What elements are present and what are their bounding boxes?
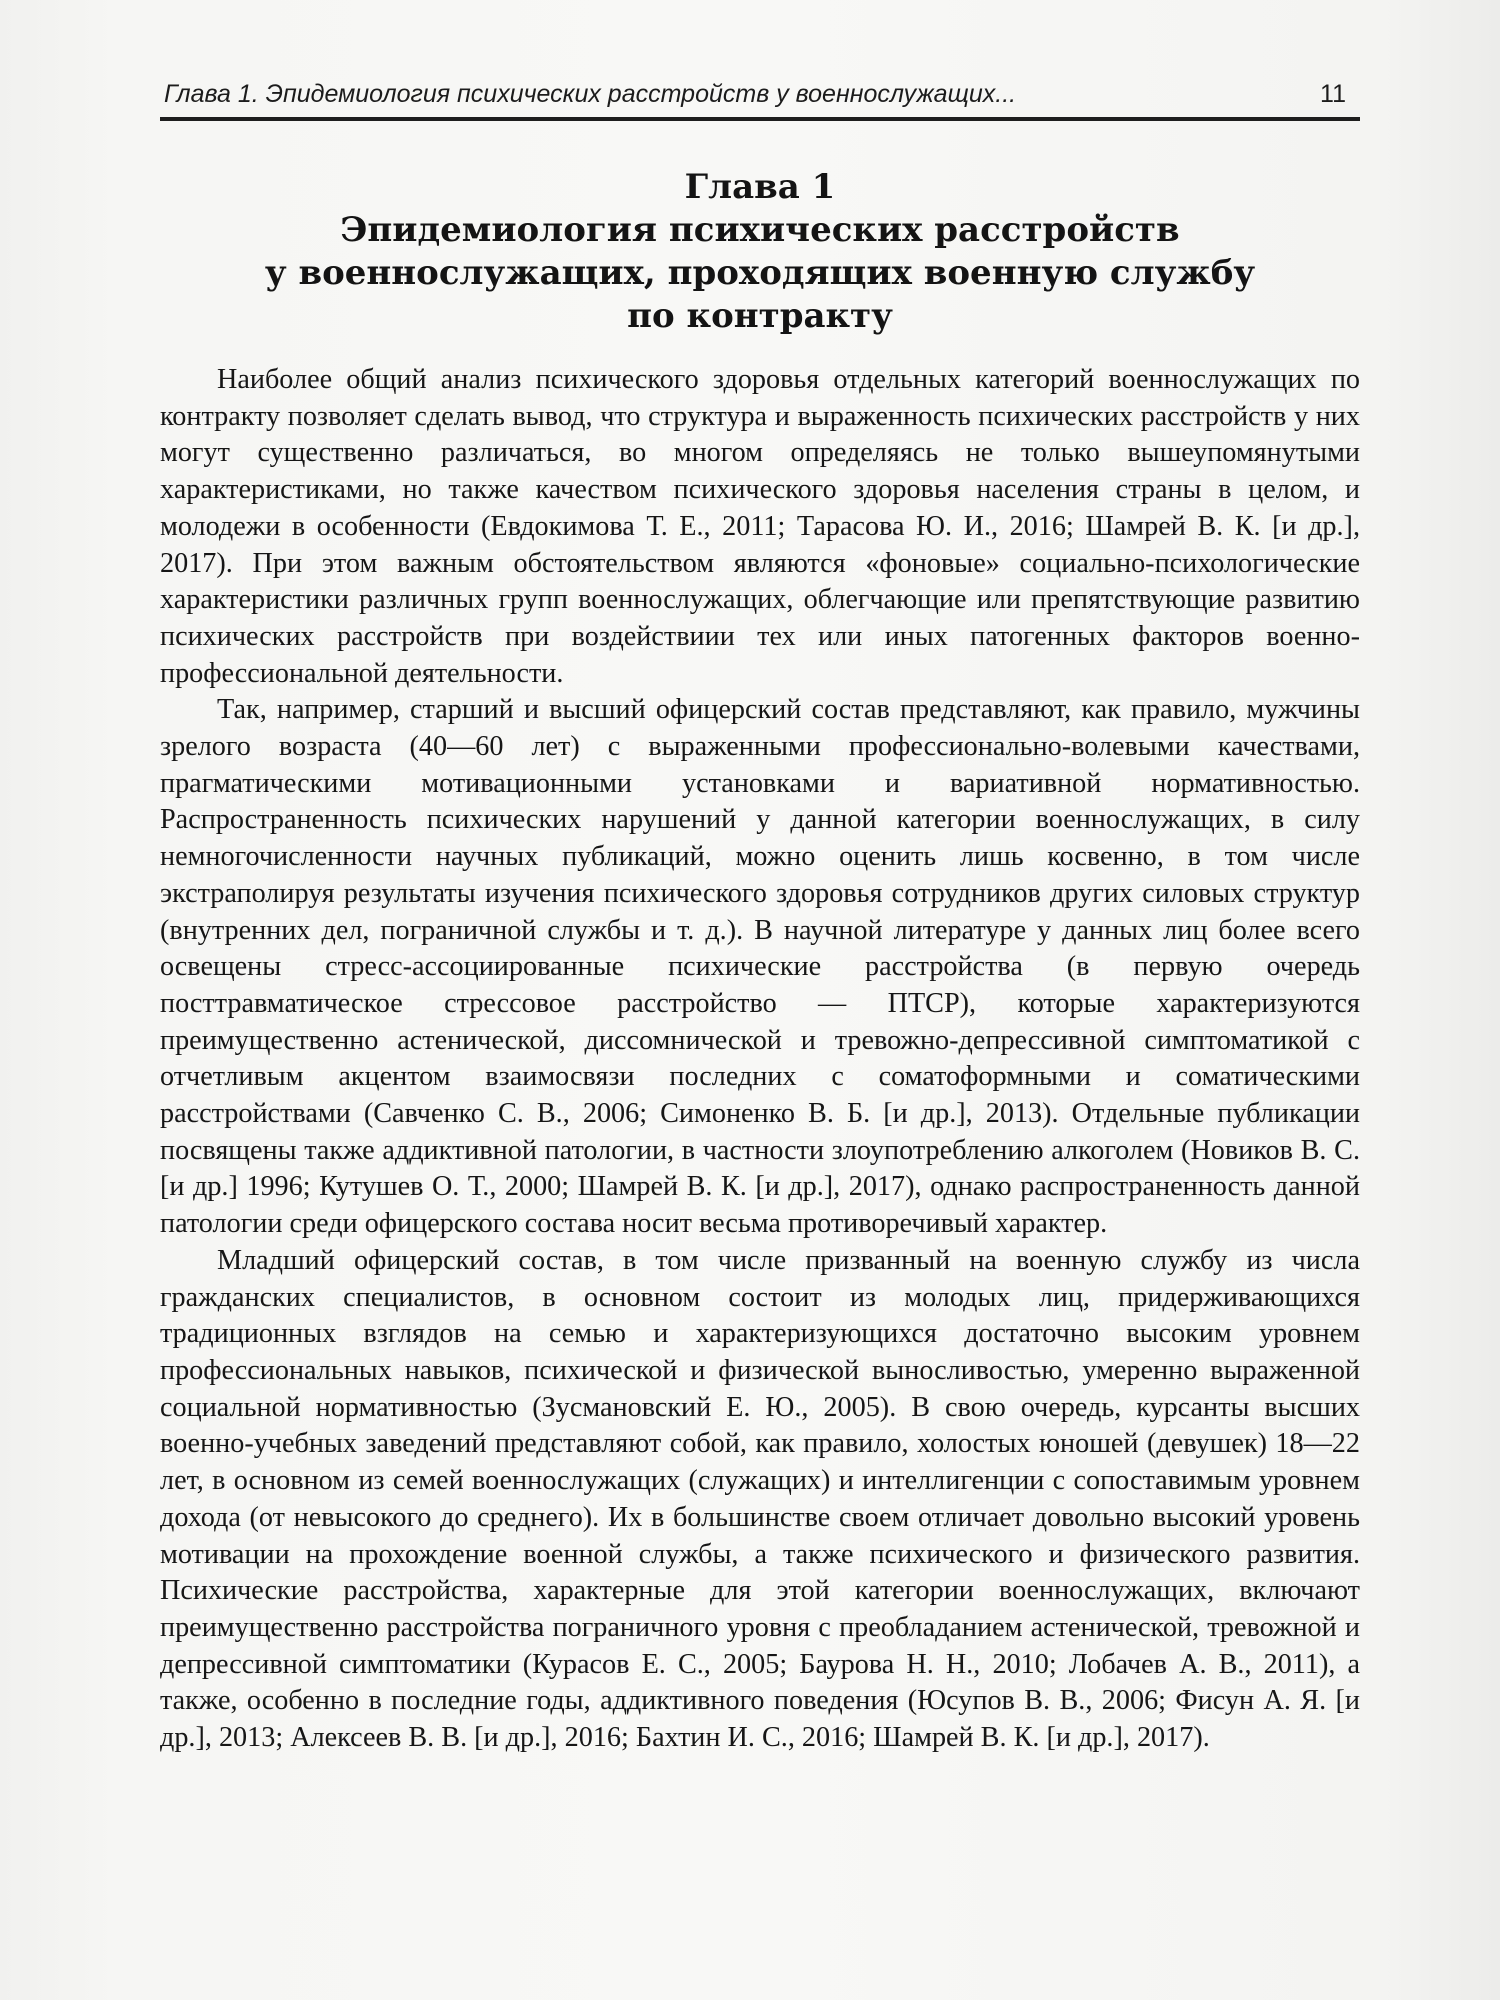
- chapter-number: Глава 1: [684, 167, 836, 207]
- chapter-title-line: Эпидемиология психических расстройств: [340, 210, 1180, 250]
- running-header: [160, 76, 1360, 116]
- page-number: 11: [1320, 80, 1346, 108]
- chapter-title-line: у военнослужащих, проходящих военную службу: [264, 253, 1256, 293]
- header-rule: [160, 117, 1360, 121]
- paragraph: Наиболее общий анализ психического здоровья отдельных категорий военнослужащих по контракту позволяет сделать вывод, что структура и выраженность психических расстройств у них могут существенно различаться, во многом определяясь не только вышеупомянутыми характеристиками, но также качеством психического здоровья населения страны в целом, и молодежи в особенности (Евдокимова Т. Е., 2011; Тарасова Ю. И., 2016; Шамрей В. К. [и др.], 2017). При этом важным обстоятельством являются «фоновые» социально-психологические характеристики различных групп военнослужащих, облегчающие или препятствующие развитию психических расстройств при воздействиии тех или иных патогенных факторов военно-профессиональной деятельности.: [160, 364, 1360, 689]
- paragraph: Младший офицерский состав, в том числе призванный на военную службу из числа гражданских специалистов, в основном состоит из молодых лиц, придерживающихся традиционных взглядов на семью и характеризующихся достаточно высоким уровнем профессиональных навыков, психической и физической выносливостью, умеренно выраженной социальной нормативностью (Зусмановский Е. Ю., 2005). В свою очередь, курсанты высших военно-учебных заведений представляют собой, как правило, холостых юношей (девушек) 18—22 лет, в основном из семей военнослужащих (служащих) и интеллигенции с сопоставимым уровнем дохода (от невысокого до среднего). Их в большинстве своем отличает довольно высокий уровень мотивации на прохождение военной службы, а также психического и физического развития. Психические расстройства, характерные для этой категории военнослужащих, включают преимущественно расстройства пограничного уровня с преобладанием астенической, тревожной и депрессивной симптоматики (Курасов Е. С., 2005; Баурова Н. Н., 2010; Лобачев А. В., 2011), а также, особенно в последние годы, аддиктивного поведения (Юсупов В. В., 2006; Фисун А. Я. [и др.], 2013; Алексеев В. В. [и др.], 2016; Бахтин И. С., 2016; Шамрей В. К. [и др.], 2017).: [160, 1244, 1360, 1754]
- running-header-title: Глава 1. Эпидемиология психических расстройств у военнослужащих...: [164, 80, 1017, 108]
- chapter-heading: [160, 165, 1360, 338]
- chapter-title-line: по контракту: [627, 296, 893, 336]
- paragraph: Так, например, старший и высший офицерский состав представляют, как правило, мужчины зрелого возраста (40—60 лет) с выраженными профессионально-волевыми качествами, прагматическими мотивационными установками и вариативной нормативностью. Распространенность психических нарушений у данной категории военнослужащих, в силу немногочисленности научных публикаций, можно оценить лишь косвенно, в том числе экстраполируя результаты изучения психического здоровья сотрудников других силовых структур (внутренних дел, пограничной службы и т. д.). В научной литературе у данных лиц более всего освещены стресс-ассоциированные психические расстройства (в первую очередь посттравматическое стрессовое расстройство — ПТСР), которые характеризуются преимущественно астенической, диссомнической и тревожно-депрессивной симптоматикой с отчетливым акцентом взаимосвязи последних с соматоформными и соматическими расстройствами (Савченко С. В., 2006; Симоненко В. Б. [и др.], 2013). Отдельные публикации посвящены также аддиктивной патологии, в частности злоупотреблению алкоголем (Новиков В. С. [и др.] 1996; Кутушев О. Т., 2000; Шамрей В. К. [и др.], 2017), однако распространенность данной патологии среди офицерского состава носит весьма противоречивый характер.: [160, 694, 1360, 1240]
- body-text: [160, 362, 1360, 1757]
